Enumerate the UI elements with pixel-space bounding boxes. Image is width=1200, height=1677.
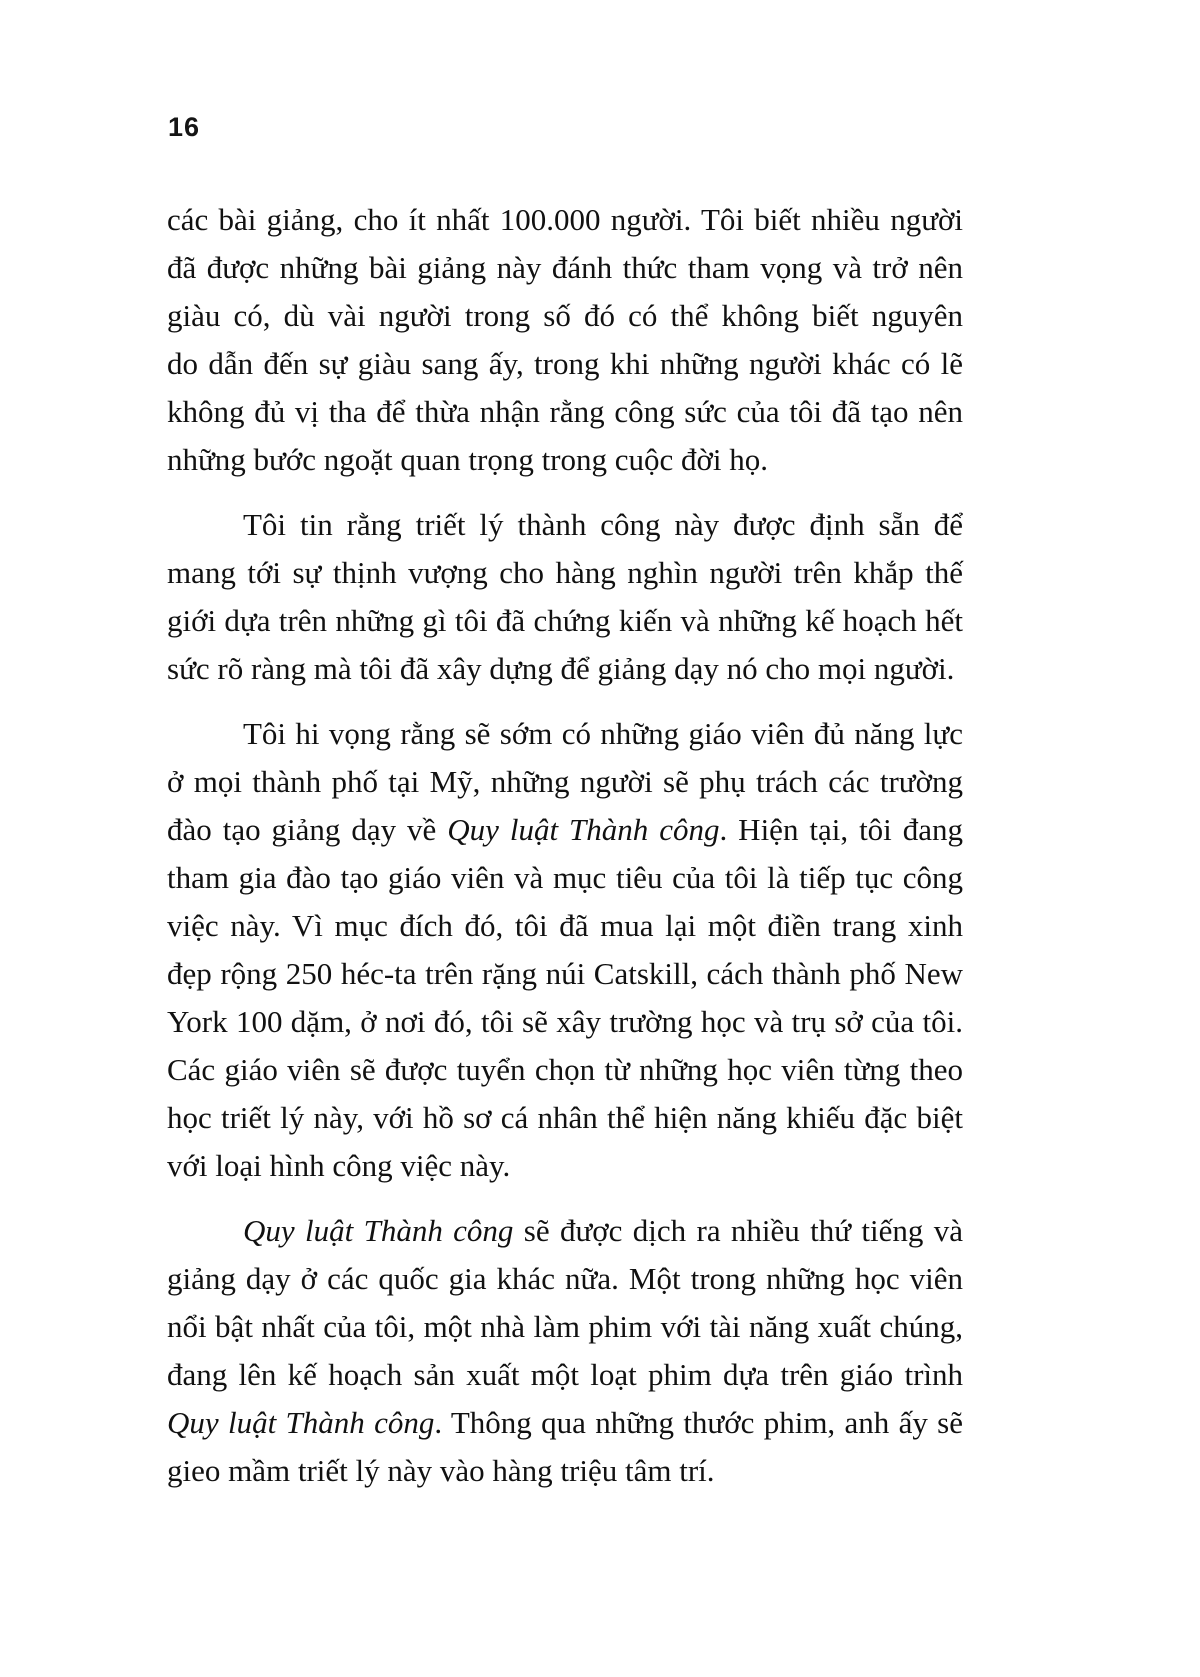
text-line — [167, 902, 963, 950]
paragraph — [167, 1207, 963, 1495]
book-title-italic: Quy luật Thành công — [167, 1405, 435, 1440]
text-segment: . Hiện tại, tôi đang — [719, 812, 963, 847]
text-line — [167, 196, 963, 244]
text-segment: nổi bật nhất của tôi, một nhà làm phim với tài năng xuất chúng, — [167, 1309, 963, 1344]
text-line — [167, 1255, 963, 1303]
paragraph — [167, 710, 963, 1190]
text-segment: Tôi hi vọng rằng sẽ sớm có những giáo viên đủ năng lực — [243, 716, 963, 751]
text-line — [167, 1447, 963, 1495]
text-line — [167, 1046, 963, 1094]
text-line — [167, 998, 963, 1046]
text-segment: với loại hình công việc này. — [167, 1148, 511, 1183]
text-segment: giảng dạy ở các quốc gia khác nữa. Một trong những học viên — [167, 1261, 963, 1296]
text-line — [167, 292, 963, 340]
text-line — [167, 710, 963, 758]
text-line — [167, 436, 963, 484]
text-line — [167, 645, 963, 693]
text-line — [167, 1094, 963, 1142]
text-segment: học triết lý này, với hồ sơ cá nhân thể hiện năng khiếu đặc biệt — [167, 1100, 963, 1135]
text-segment: . Thông qua những thước phim, anh ấy sẽ — [434, 1405, 963, 1440]
text-segment: sẽ được dịch ra nhiều thứ tiếng và — [513, 1213, 964, 1248]
text-segment: không đủ vị tha để thừa nhận rằng công sức của tôi đã tạo nên — [167, 394, 963, 429]
text-segment: ở mọi thành phố tại Mỹ, những người sẽ phụ trách các trường — [167, 764, 963, 799]
text-segment: giới dựa trên những gì tôi đã chứng kiến và những kế hoạch hết — [167, 603, 963, 638]
book-title-italic: Quy luật Thành công — [447, 812, 720, 847]
text-line — [167, 549, 963, 597]
text-segment: việc này. Vì mục đích đó, tôi đã mua lại một điền trang xinh — [167, 908, 963, 943]
text-segment: mang tới sự thịnh vượng cho hàng nghìn người trên khắp thế — [167, 555, 963, 590]
text-line — [167, 1303, 963, 1351]
text-line — [167, 1142, 963, 1190]
text-segment: gieo mầm triết lý này vào hàng triệu tâm trí. — [167, 1453, 715, 1488]
text-segment: đào tạo giảng dạy về — [167, 812, 448, 847]
text-segment: Tôi tin rằng triết lý thành công này được định sẵn để — [243, 507, 963, 542]
book-title-italic: Quy luật Thành công — [243, 1213, 514, 1248]
text-line — [167, 1351, 963, 1399]
text-segment: Các giáo viên sẽ được tuyển chọn từ những học viên từng theo — [167, 1052, 963, 1087]
text-line — [167, 340, 963, 388]
text-segment: tham gia đào tạo giáo viên và mục tiêu của tôi là tiếp tục công — [167, 860, 963, 895]
text-segment: đẹp rộng 250 héc-ta trên rặng núi Catskill, cách thành phố New — [167, 956, 963, 991]
text-segment: các bài giảng, cho ít nhất 100.000 người. Tôi biết nhiều người — [167, 202, 963, 237]
text-segment: York 100 dặm, ở nơi đó, tôi sẽ xây trường học và trụ sở của tôi. — [167, 1004, 963, 1039]
text-segment: đã được những bài giảng này đánh thức tham vọng và trở nên — [167, 250, 963, 285]
text-segment: những bước ngoặt quan trọng trong cuộc đời họ. — [167, 442, 769, 477]
text-segment: giàu có, dù vài người trong số đó có thể không biết nguyên — [167, 298, 963, 333]
text-line — [167, 758, 963, 806]
text-line — [167, 1399, 963, 1447]
text-line — [167, 501, 963, 549]
text-segment: do dẫn đến sự giàu sang ấy, trong khi những người khác có lẽ — [167, 346, 963, 381]
text-line — [167, 806, 963, 854]
text-line — [167, 597, 963, 645]
text-segment: sức rõ ràng mà tôi đã xây dựng để giảng dạy nó cho mọi người. — [167, 651, 955, 686]
paragraph — [167, 501, 963, 693]
text-line — [167, 388, 963, 436]
text-line — [167, 950, 963, 998]
page-body — [167, 196, 963, 1495]
text-segment: đang lên kế hoạch sản xuất một loạt phim dựa trên giáo trình — [167, 1357, 963, 1392]
text-line — [167, 854, 963, 902]
text-line — [167, 1207, 963, 1255]
page-number: 16 — [168, 112, 201, 142]
text-line — [167, 244, 963, 292]
paragraph — [167, 196, 963, 484]
